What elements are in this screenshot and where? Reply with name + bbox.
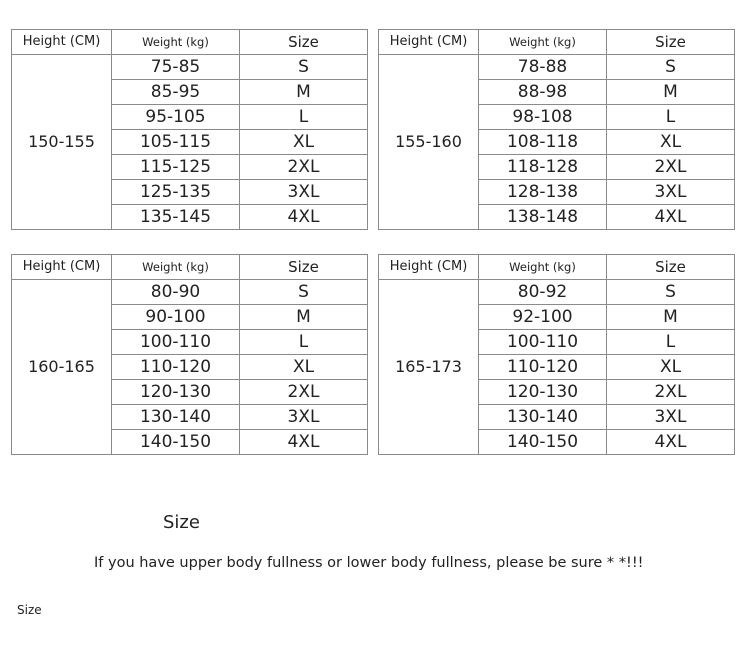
table-row — [379, 280, 735, 305]
size-cell: 3XL — [607, 405, 735, 430]
size-cell: 2XL — [240, 155, 368, 180]
size-cell: S — [240, 55, 368, 80]
size-cell: S — [607, 280, 735, 305]
height-header: Height (CM) — [12, 255, 112, 280]
size-header: Size — [240, 30, 368, 55]
size-cell: 3XL — [607, 180, 735, 205]
footer-small-label: Size — [17, 603, 42, 617]
size-cell: 4XL — [607, 205, 735, 230]
table-row — [12, 280, 368, 305]
weight-range-cell: 125-135 — [112, 180, 240, 205]
footer-title: Size — [163, 512, 200, 533]
height-range-cell: 155-160 — [379, 55, 479, 230]
size-cell: M — [240, 80, 368, 105]
size-cell: M — [240, 305, 368, 330]
weight-range-cell: 120-130 — [112, 380, 240, 405]
weight-range-cell: 100-110 — [112, 330, 240, 355]
size-cell: L — [607, 330, 735, 355]
footer-note: If you have upper body fullness or lower body fullness, please be sure * *!!! — [94, 555, 644, 571]
weight-range-cell: 75-85 — [112, 55, 240, 80]
size-cell: XL — [240, 355, 368, 380]
size-header: Size — [240, 255, 368, 280]
weight-range-cell: 108-118 — [479, 130, 607, 155]
weight-header: Weight (kg) — [112, 255, 240, 280]
weight-header: Weight (kg) — [479, 255, 607, 280]
table-row — [12, 55, 368, 80]
size-table — [378, 254, 735, 455]
height-header: Height (CM) — [379, 255, 479, 280]
weight-range-cell: 120-130 — [479, 380, 607, 405]
weight-range-cell: 80-92 — [479, 280, 607, 305]
size-cell: 2XL — [240, 380, 368, 405]
weight-range-cell: 105-115 — [112, 130, 240, 155]
weight-range-cell: 90-100 — [112, 305, 240, 330]
weight-range-cell: 98-108 — [479, 105, 607, 130]
weight-range-cell: 78-88 — [479, 55, 607, 80]
size-cell: 4XL — [607, 430, 735, 455]
weight-range-cell: 130-140 — [112, 405, 240, 430]
weight-range-cell: 115-125 — [112, 155, 240, 180]
weight-header: Weight (kg) — [479, 30, 607, 55]
size-table — [11, 29, 368, 230]
weight-range-cell: 88-98 — [479, 80, 607, 105]
table-header-row — [12, 255, 368, 280]
size-cell: XL — [607, 355, 735, 380]
weight-range-cell: 110-120 — [479, 355, 607, 380]
size-cell: 3XL — [240, 180, 368, 205]
weight-range-cell: 92-100 — [479, 305, 607, 330]
weight-range-cell: 128-138 — [479, 180, 607, 205]
size-cell: S — [240, 280, 368, 305]
size-table — [11, 254, 368, 455]
size-cell: S — [607, 55, 735, 80]
weight-range-cell: 80-90 — [112, 280, 240, 305]
size-cell: M — [607, 305, 735, 330]
weight-range-cell: 95-105 — [112, 105, 240, 130]
weight-range-cell: 135-145 — [112, 205, 240, 230]
height-range-cell: 160-165 — [12, 280, 112, 455]
size-table — [378, 29, 735, 230]
weight-range-cell: 140-150 — [479, 430, 607, 455]
size-cell: L — [607, 105, 735, 130]
size-cell: 4XL — [240, 205, 368, 230]
size-cell: L — [240, 330, 368, 355]
size-header: Size — [607, 30, 735, 55]
weight-range-cell: 140-150 — [112, 430, 240, 455]
weight-range-cell: 118-128 — [479, 155, 607, 180]
size-cell: M — [607, 80, 735, 105]
weight-header: Weight (kg) — [112, 30, 240, 55]
weight-range-cell: 85-95 — [112, 80, 240, 105]
weight-range-cell: 138-148 — [479, 205, 607, 230]
height-range-cell: 165-173 — [379, 280, 479, 455]
size-cell: 2XL — [607, 380, 735, 405]
size-cell: XL — [240, 130, 368, 155]
table-header-row — [379, 30, 735, 55]
size-cell: 2XL — [607, 155, 735, 180]
table-header-row — [12, 30, 368, 55]
height-header: Height (CM) — [379, 30, 479, 55]
weight-range-cell: 130-140 — [479, 405, 607, 430]
size-cell: XL — [607, 130, 735, 155]
size-cell: L — [240, 105, 368, 130]
weight-range-cell: 110-120 — [112, 355, 240, 380]
size-header: Size — [607, 255, 735, 280]
weight-range-cell: 100-110 — [479, 330, 607, 355]
height-range-cell: 150-155 — [12, 55, 112, 230]
table-header-row — [379, 255, 735, 280]
size-cell: 3XL — [240, 405, 368, 430]
size-cell: 4XL — [240, 430, 368, 455]
table-row — [379, 55, 735, 80]
height-header: Height (CM) — [12, 30, 112, 55]
